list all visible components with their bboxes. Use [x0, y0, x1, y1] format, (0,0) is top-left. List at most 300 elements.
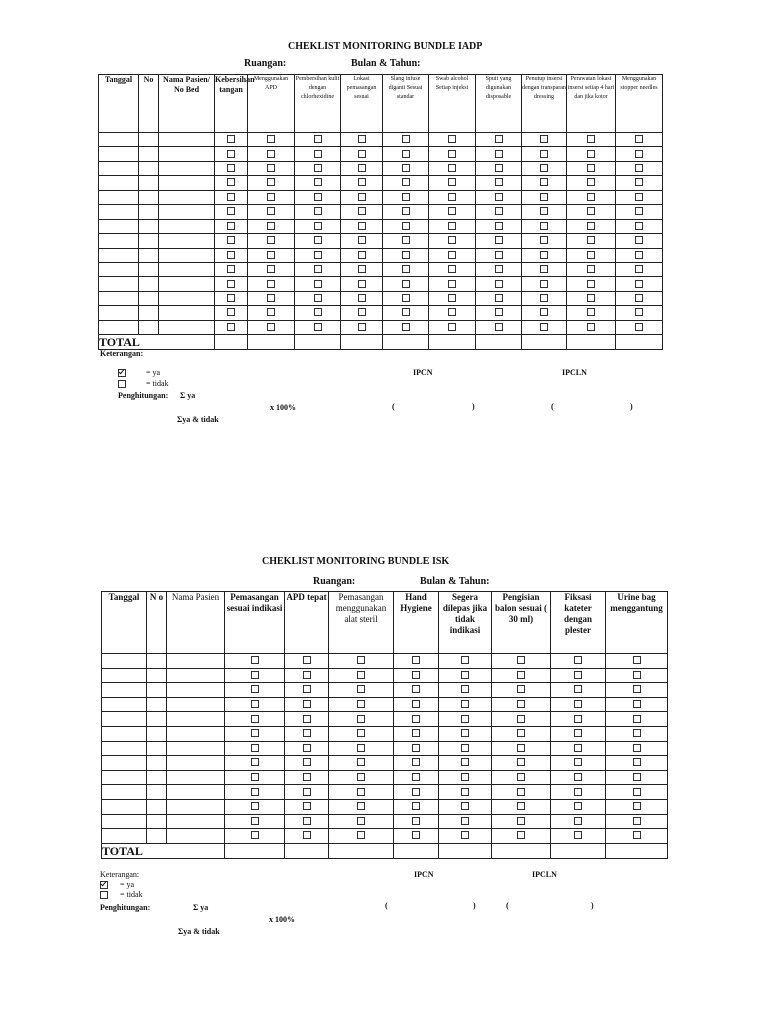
isk-data-cell[interactable]: [167, 683, 225, 698]
checkbox-icon[interactable]: [448, 164, 456, 172]
iadp-checkbox-cell[interactable]: [215, 147, 248, 161]
checkbox-icon[interactable]: [303, 788, 311, 796]
iadp-checkbox-cell[interactable]: [383, 133, 429, 147]
checkbox-icon[interactable]: [461, 715, 469, 723]
isk-data-cell[interactable]: [102, 829, 147, 844]
iadp-data-cell[interactable]: [139, 234, 159, 248]
isk-checkbox-cell[interactable]: [329, 799, 394, 814]
checkbox-icon[interactable]: [358, 207, 366, 215]
iadp-checkbox-cell[interactable]: [429, 306, 476, 320]
iadp-data-cell[interactable]: [99, 205, 139, 219]
checkbox-icon[interactable]: [633, 831, 641, 839]
checkbox-icon[interactable]: [461, 671, 469, 679]
checkbox-icon[interactable]: [461, 831, 469, 839]
isk-data-cell[interactable]: [102, 697, 147, 712]
checkbox-icon[interactable]: [267, 236, 275, 244]
iadp-data-cell[interactable]: [99, 320, 139, 334]
checkbox-icon[interactable]: [267, 251, 275, 259]
iadp-checkbox-cell[interactable]: [248, 320, 295, 334]
checkbox-icon[interactable]: [412, 758, 420, 766]
checkbox-icon[interactable]: [251, 802, 259, 810]
checkbox-icon[interactable]: [495, 265, 503, 273]
iadp-checkbox-cell[interactable]: [522, 320, 567, 334]
checkbox-icon[interactable]: [412, 700, 420, 708]
iadp-checkbox-cell[interactable]: [616, 248, 663, 262]
iadp-checkbox-cell[interactable]: [567, 248, 616, 262]
checkbox-icon[interactable]: [517, 831, 525, 839]
isk-checkbox-cell[interactable]: [394, 697, 439, 712]
checkbox-icon[interactable]: [517, 700, 525, 708]
checkbox-icon[interactable]: [314, 236, 322, 244]
isk-total-cell[interactable]: [394, 843, 439, 858]
iadp-checkbox-cell[interactable]: [429, 291, 476, 305]
checkbox-icon[interactable]: [448, 294, 456, 302]
isk-checkbox-cell[interactable]: [285, 741, 329, 756]
iadp-checkbox-cell[interactable]: [248, 262, 295, 276]
isk-checkbox-cell[interactable]: [492, 799, 551, 814]
isk-data-cell[interactable]: [147, 799, 167, 814]
checkbox-icon[interactable]: [633, 700, 641, 708]
iadp-total-cell[interactable]: [567, 335, 616, 350]
checkbox-icon[interactable]: [267, 308, 275, 316]
iadp-checkbox-cell[interactable]: [476, 147, 522, 161]
iadp-data-cell[interactable]: [99, 277, 139, 291]
iadp-checkbox-cell[interactable]: [567, 277, 616, 291]
isk-data-cell[interactable]: [102, 814, 147, 829]
checkbox-icon[interactable]: [412, 656, 420, 664]
isk-data-cell[interactable]: [147, 829, 167, 844]
checkbox-icon[interactable]: [357, 817, 365, 825]
checkbox-icon[interactable]: [314, 323, 322, 331]
isk-checkbox-cell[interactable]: [439, 829, 492, 844]
isk-checkbox-cell[interactable]: [225, 814, 285, 829]
iadp-checkbox-cell[interactable]: [476, 234, 522, 248]
checkbox-icon[interactable]: [227, 135, 235, 143]
checkbox-icon[interactable]: [357, 685, 365, 693]
checkbox-icon[interactable]: [358, 323, 366, 331]
checkbox-icon[interactable]: [303, 831, 311, 839]
iadp-checkbox-cell[interactable]: [383, 248, 429, 262]
checkbox-icon[interactable]: [448, 265, 456, 273]
iadp-checkbox-cell[interactable]: [215, 176, 248, 190]
checkbox-icon[interactable]: [227, 265, 235, 273]
checkbox-icon[interactable]: [461, 758, 469, 766]
checkbox-icon[interactable]: [633, 773, 641, 781]
isk-data-cell[interactable]: [167, 654, 225, 669]
isk-data-cell[interactable]: [102, 741, 147, 756]
checkbox-icon[interactable]: [461, 685, 469, 693]
iadp-checkbox-cell[interactable]: [616, 205, 663, 219]
iadp-checkbox-cell[interactable]: [616, 147, 663, 161]
isk-checkbox-cell[interactable]: [606, 668, 668, 683]
isk-total-cell[interactable]: [606, 843, 668, 858]
isk-checkbox-cell[interactable]: [551, 697, 606, 712]
iadp-checkbox-cell[interactable]: [476, 161, 522, 175]
iadp-checkbox-cell[interactable]: [295, 190, 341, 204]
iadp-checkbox-cell[interactable]: [429, 277, 476, 291]
isk-checkbox-cell[interactable]: [285, 683, 329, 698]
checkbox-icon[interactable]: [635, 236, 643, 244]
iadp-checkbox-cell[interactable]: [567, 234, 616, 248]
checkbox-icon[interactable]: [495, 164, 503, 172]
checkbox-icon[interactable]: [267, 135, 275, 143]
iadp-checkbox-cell[interactable]: [616, 306, 663, 320]
isk-checkbox-cell[interactable]: [285, 770, 329, 785]
isk-checkbox-cell[interactable]: [492, 712, 551, 727]
checkbox-icon[interactable]: [251, 773, 259, 781]
checkbox-icon[interactable]: [574, 788, 582, 796]
iadp-checkbox-cell[interactable]: [429, 234, 476, 248]
checkbox-icon[interactable]: [358, 251, 366, 259]
checkbox-icon[interactable]: [402, 207, 410, 215]
isk-checkbox-cell[interactable]: [225, 683, 285, 698]
isk-checkbox-cell[interactable]: [606, 814, 668, 829]
checkbox-icon[interactable]: [314, 265, 322, 273]
isk-data-cell[interactable]: [147, 654, 167, 669]
isk-data-cell[interactable]: [102, 683, 147, 698]
iadp-data-cell[interactable]: [159, 291, 215, 305]
checkbox-icon[interactable]: [587, 193, 595, 201]
checkbox-icon[interactable]: [267, 193, 275, 201]
iadp-checkbox-cell[interactable]: [429, 219, 476, 233]
checkbox-icon[interactable]: [267, 265, 275, 273]
iadp-checkbox-cell[interactable]: [476, 262, 522, 276]
isk-checkbox-cell[interactable]: [606, 799, 668, 814]
iadp-data-cell[interactable]: [159, 219, 215, 233]
iadp-checkbox-cell[interactable]: [341, 248, 383, 262]
isk-checkbox-cell[interactable]: [439, 770, 492, 785]
checkbox-icon[interactable]: [587, 280, 595, 288]
isk-checkbox-cell[interactable]: [329, 829, 394, 844]
checkbox-icon[interactable]: [635, 164, 643, 172]
isk-checkbox-cell[interactable]: [492, 785, 551, 800]
iadp-checkbox-cell[interactable]: [248, 234, 295, 248]
checkbox-icon[interactable]: [587, 178, 595, 186]
checkbox-icon[interactable]: [314, 135, 322, 143]
iadp-checkbox-cell[interactable]: [341, 190, 383, 204]
checkbox-icon[interactable]: [303, 802, 311, 810]
isk-data-cell[interactable]: [167, 770, 225, 785]
checkbox-icon[interactable]: [587, 265, 595, 273]
iadp-checkbox-cell[interactable]: [383, 147, 429, 161]
checkbox-icon[interactable]: [461, 729, 469, 737]
checkbox-icon[interactable]: [402, 265, 410, 273]
isk-checkbox-cell[interactable]: [439, 683, 492, 698]
isk-checkbox-cell[interactable]: [606, 741, 668, 756]
iadp-checkbox-cell[interactable]: [383, 176, 429, 190]
iadp-checkbox-cell[interactable]: [215, 262, 248, 276]
isk-checkbox-cell[interactable]: [551, 668, 606, 683]
iadp-data-cell[interactable]: [99, 147, 139, 161]
checkbox-icon[interactable]: [517, 685, 525, 693]
iadp-checkbox-cell[interactable]: [567, 161, 616, 175]
iadp-checkbox-cell[interactable]: [341, 133, 383, 147]
iadp-checkbox-cell[interactable]: [248, 219, 295, 233]
checkbox-icon[interactable]: [633, 788, 641, 796]
isk-data-cell[interactable]: [167, 741, 225, 756]
checkbox-icon[interactable]: [402, 178, 410, 186]
checkbox-icon[interactable]: [357, 744, 365, 752]
checkbox-icon[interactable]: [227, 222, 235, 230]
checkbox-icon[interactable]: [633, 758, 641, 766]
iadp-checkbox-cell[interactable]: [429, 147, 476, 161]
iadp-checkbox-cell[interactable]: [383, 205, 429, 219]
checkbox-icon[interactable]: [633, 656, 641, 664]
checkbox-icon[interactable]: [540, 280, 548, 288]
checkbox-icon[interactable]: [314, 280, 322, 288]
checkbox-icon[interactable]: [587, 207, 595, 215]
checkbox-icon[interactable]: [227, 164, 235, 172]
isk-data-cell[interactable]: [167, 712, 225, 727]
iadp-data-cell[interactable]: [139, 219, 159, 233]
isk-checkbox-cell[interactable]: [394, 829, 439, 844]
isk-checkbox-cell[interactable]: [225, 726, 285, 741]
isk-checkbox-cell[interactable]: [492, 683, 551, 698]
isk-total-cell[interactable]: [329, 843, 394, 858]
isk-checkbox-cell[interactable]: [606, 770, 668, 785]
iadp-checkbox-cell[interactable]: [215, 306, 248, 320]
checkbox-icon[interactable]: [448, 280, 456, 288]
checkbox-icon[interactable]: [635, 280, 643, 288]
checkbox-icon[interactable]: [227, 178, 235, 186]
iadp-checkbox-cell[interactable]: [295, 306, 341, 320]
iadp-checkbox-cell[interactable]: [476, 306, 522, 320]
iadp-data-cell[interactable]: [159, 176, 215, 190]
checkbox-icon[interactable]: [267, 222, 275, 230]
iadp-checkbox-cell[interactable]: [476, 205, 522, 219]
iadp-checkbox-cell[interactable]: [295, 262, 341, 276]
isk-checkbox-cell[interactable]: [394, 770, 439, 785]
iadp-checkbox-cell[interactable]: [341, 291, 383, 305]
isk-data-cell[interactable]: [102, 756, 147, 771]
isk-checkbox-cell[interactable]: [606, 654, 668, 669]
iadp-checkbox-cell[interactable]: [522, 176, 567, 190]
checkbox-icon[interactable]: [303, 671, 311, 679]
checkbox-icon[interactable]: [587, 251, 595, 259]
iadp-checkbox-cell[interactable]: [567, 219, 616, 233]
iadp-checkbox-cell[interactable]: [295, 205, 341, 219]
checkbox-icon[interactable]: [412, 729, 420, 737]
checkbox-icon[interactable]: [358, 222, 366, 230]
checkbox-icon[interactable]: [227, 280, 235, 288]
checkbox-icon[interactable]: [314, 222, 322, 230]
checkbox-icon[interactable]: [251, 788, 259, 796]
isk-data-cell[interactable]: [167, 785, 225, 800]
isk-total-cell[interactable]: [551, 843, 606, 858]
checkbox-icon[interactable]: [448, 236, 456, 244]
isk-checkbox-cell[interactable]: [439, 814, 492, 829]
iadp-data-cell[interactable]: [99, 133, 139, 147]
iadp-data-cell[interactable]: [139, 262, 159, 276]
isk-checkbox-cell[interactable]: [225, 654, 285, 669]
iadp-data-cell[interactable]: [139, 161, 159, 175]
isk-checkbox-cell[interactable]: [285, 799, 329, 814]
isk-checkbox-cell[interactable]: [394, 726, 439, 741]
checkbox-icon[interactable]: [461, 817, 469, 825]
checkbox-icon[interactable]: [267, 280, 275, 288]
checkbox-icon[interactable]: [517, 817, 525, 825]
isk-data-cell[interactable]: [147, 785, 167, 800]
iadp-checkbox-cell[interactable]: [616, 291, 663, 305]
checkbox-icon[interactable]: [461, 700, 469, 708]
checkbox-icon[interactable]: [267, 207, 275, 215]
checkbox-icon[interactable]: [314, 308, 322, 316]
iadp-checkbox-cell[interactable]: [341, 176, 383, 190]
iadp-checkbox-cell[interactable]: [295, 161, 341, 175]
isk-checkbox-cell[interactable]: [394, 741, 439, 756]
isk-data-cell[interactable]: [102, 785, 147, 800]
iadp-checkbox-cell[interactable]: [567, 262, 616, 276]
iadp-data-cell[interactable]: [159, 262, 215, 276]
checkbox-icon[interactable]: [227, 323, 235, 331]
isk-checkbox-cell[interactable]: [606, 712, 668, 727]
checkbox-icon[interactable]: [402, 164, 410, 172]
checkbox-icon[interactable]: [540, 178, 548, 186]
isk-checkbox-cell[interactable]: [492, 654, 551, 669]
isk-checkbox-cell[interactable]: [606, 683, 668, 698]
isk-checkbox-cell[interactable]: [394, 668, 439, 683]
checkbox-icon[interactable]: [574, 802, 582, 810]
isk-checkbox-cell[interactable]: [439, 712, 492, 727]
isk-checkbox-cell[interactable]: [492, 756, 551, 771]
iadp-checkbox-cell[interactable]: [215, 277, 248, 291]
isk-checkbox-cell[interactable]: [329, 697, 394, 712]
checkbox-icon[interactable]: [303, 715, 311, 723]
iadp-data-cell[interactable]: [159, 161, 215, 175]
checkbox-icon[interactable]: [540, 150, 548, 158]
isk-checkbox-cell[interactable]: [329, 726, 394, 741]
checkbox-icon[interactable]: [448, 135, 456, 143]
iadp-total-cell[interactable]: [215, 335, 248, 350]
isk-data-cell[interactable]: [147, 814, 167, 829]
isk-checkbox-cell[interactable]: [225, 770, 285, 785]
checkbox-icon[interactable]: [635, 193, 643, 201]
checkbox-icon[interactable]: [540, 236, 548, 244]
isk-checkbox-cell[interactable]: [394, 654, 439, 669]
checkbox-icon[interactable]: [402, 135, 410, 143]
checkbox-icon[interactable]: [358, 294, 366, 302]
iadp-checkbox-cell[interactable]: [522, 306, 567, 320]
checkbox-icon[interactable]: [574, 817, 582, 825]
isk-checkbox-cell[interactable]: [285, 756, 329, 771]
checkbox-icon[interactable]: [574, 744, 582, 752]
isk-checkbox-cell[interactable]: [225, 697, 285, 712]
checkbox-icon[interactable]: [227, 251, 235, 259]
isk-checkbox-cell[interactable]: [492, 814, 551, 829]
isk-checkbox-cell[interactable]: [551, 814, 606, 829]
checkbox-icon[interactable]: [357, 802, 365, 810]
checkbox-icon[interactable]: [495, 236, 503, 244]
isk-data-cell[interactable]: [147, 712, 167, 727]
checkbox-icon[interactable]: [303, 758, 311, 766]
checkbox-icon[interactable]: [412, 744, 420, 752]
isk-checkbox-cell[interactable]: [225, 741, 285, 756]
iadp-data-cell[interactable]: [99, 219, 139, 233]
iadp-data-cell[interactable]: [139, 147, 159, 161]
checkbox-icon[interactable]: [574, 729, 582, 737]
iadp-checkbox-cell[interactable]: [567, 306, 616, 320]
isk-checkbox-cell[interactable]: [285, 697, 329, 712]
checkbox-icon[interactable]: [495, 207, 503, 215]
checkbox-icon[interactable]: [303, 773, 311, 781]
iadp-checkbox-cell[interactable]: [341, 219, 383, 233]
checkbox-icon[interactable]: [448, 222, 456, 230]
iadp-checkbox-cell[interactable]: [248, 147, 295, 161]
iadp-total-cell[interactable]: [341, 335, 383, 350]
checkbox-icon[interactable]: [267, 323, 275, 331]
iadp-total-cell[interactable]: [295, 335, 341, 350]
checkbox-icon[interactable]: [635, 178, 643, 186]
checkbox-icon[interactable]: [251, 744, 259, 752]
isk-checkbox-cell[interactable]: [329, 712, 394, 727]
isk-checkbox-cell[interactable]: [551, 726, 606, 741]
iadp-data-cell[interactable]: [99, 291, 139, 305]
iadp-checkbox-cell[interactable]: [341, 234, 383, 248]
iadp-data-cell[interactable]: [139, 248, 159, 262]
iadp-checkbox-cell[interactable]: [295, 219, 341, 233]
checkbox-icon[interactable]: [412, 817, 420, 825]
iadp-data-cell[interactable]: [99, 176, 139, 190]
isk-total-cell[interactable]: [285, 843, 329, 858]
iadp-checkbox-cell[interactable]: [616, 262, 663, 276]
iadp-checkbox-cell[interactable]: [215, 291, 248, 305]
checkbox-icon[interactable]: [517, 758, 525, 766]
iadp-checkbox-cell[interactable]: [295, 133, 341, 147]
iadp-checkbox-cell[interactable]: [295, 248, 341, 262]
checkbox-icon[interactable]: [574, 656, 582, 664]
iadp-checkbox-cell[interactable]: [429, 161, 476, 175]
isk-checkbox-cell[interactable]: [551, 829, 606, 844]
checkbox-icon[interactable]: [635, 323, 643, 331]
checkbox-icon[interactable]: [412, 671, 420, 679]
checkbox-icon[interactable]: [267, 150, 275, 158]
iadp-checkbox-cell[interactable]: [522, 219, 567, 233]
iadp-data-cell[interactable]: [159, 277, 215, 291]
iadp-checkbox-cell[interactable]: [522, 133, 567, 147]
checkbox-icon[interactable]: [448, 308, 456, 316]
checkbox-icon[interactable]: [402, 150, 410, 158]
iadp-checkbox-cell[interactable]: [616, 190, 663, 204]
isk-checkbox-cell[interactable]: [439, 785, 492, 800]
checkbox-icon[interactable]: [635, 308, 643, 316]
isk-total-cell[interactable]: [225, 843, 285, 858]
isk-checkbox-cell[interactable]: [225, 799, 285, 814]
isk-data-cell[interactable]: [147, 756, 167, 771]
isk-checkbox-cell[interactable]: [439, 697, 492, 712]
checkbox-icon[interactable]: [412, 685, 420, 693]
isk-checkbox-cell[interactable]: [439, 726, 492, 741]
isk-data-cell[interactable]: [167, 726, 225, 741]
isk-checkbox-cell[interactable]: [225, 712, 285, 727]
iadp-checkbox-cell[interactable]: [429, 320, 476, 334]
checkbox-icon[interactable]: [358, 280, 366, 288]
checkbox-icon[interactable]: [461, 744, 469, 752]
checkbox-icon[interactable]: [402, 222, 410, 230]
iadp-checkbox-cell[interactable]: [341, 320, 383, 334]
checkbox-icon[interactable]: [517, 656, 525, 664]
iadp-total-cell[interactable]: [616, 335, 663, 350]
checkbox-icon[interactable]: [495, 178, 503, 186]
isk-data-cell[interactable]: [147, 770, 167, 785]
checkbox-icon[interactable]: [357, 831, 365, 839]
checkbox-icon[interactable]: [412, 788, 420, 796]
isk-checkbox-cell[interactable]: [439, 756, 492, 771]
checkbox-icon[interactable]: [412, 773, 420, 781]
isk-checkbox-cell[interactable]: [394, 712, 439, 727]
checkbox-icon[interactable]: [635, 135, 643, 143]
iadp-checkbox-cell[interactable]: [215, 133, 248, 147]
iadp-checkbox-cell[interactable]: [341, 161, 383, 175]
